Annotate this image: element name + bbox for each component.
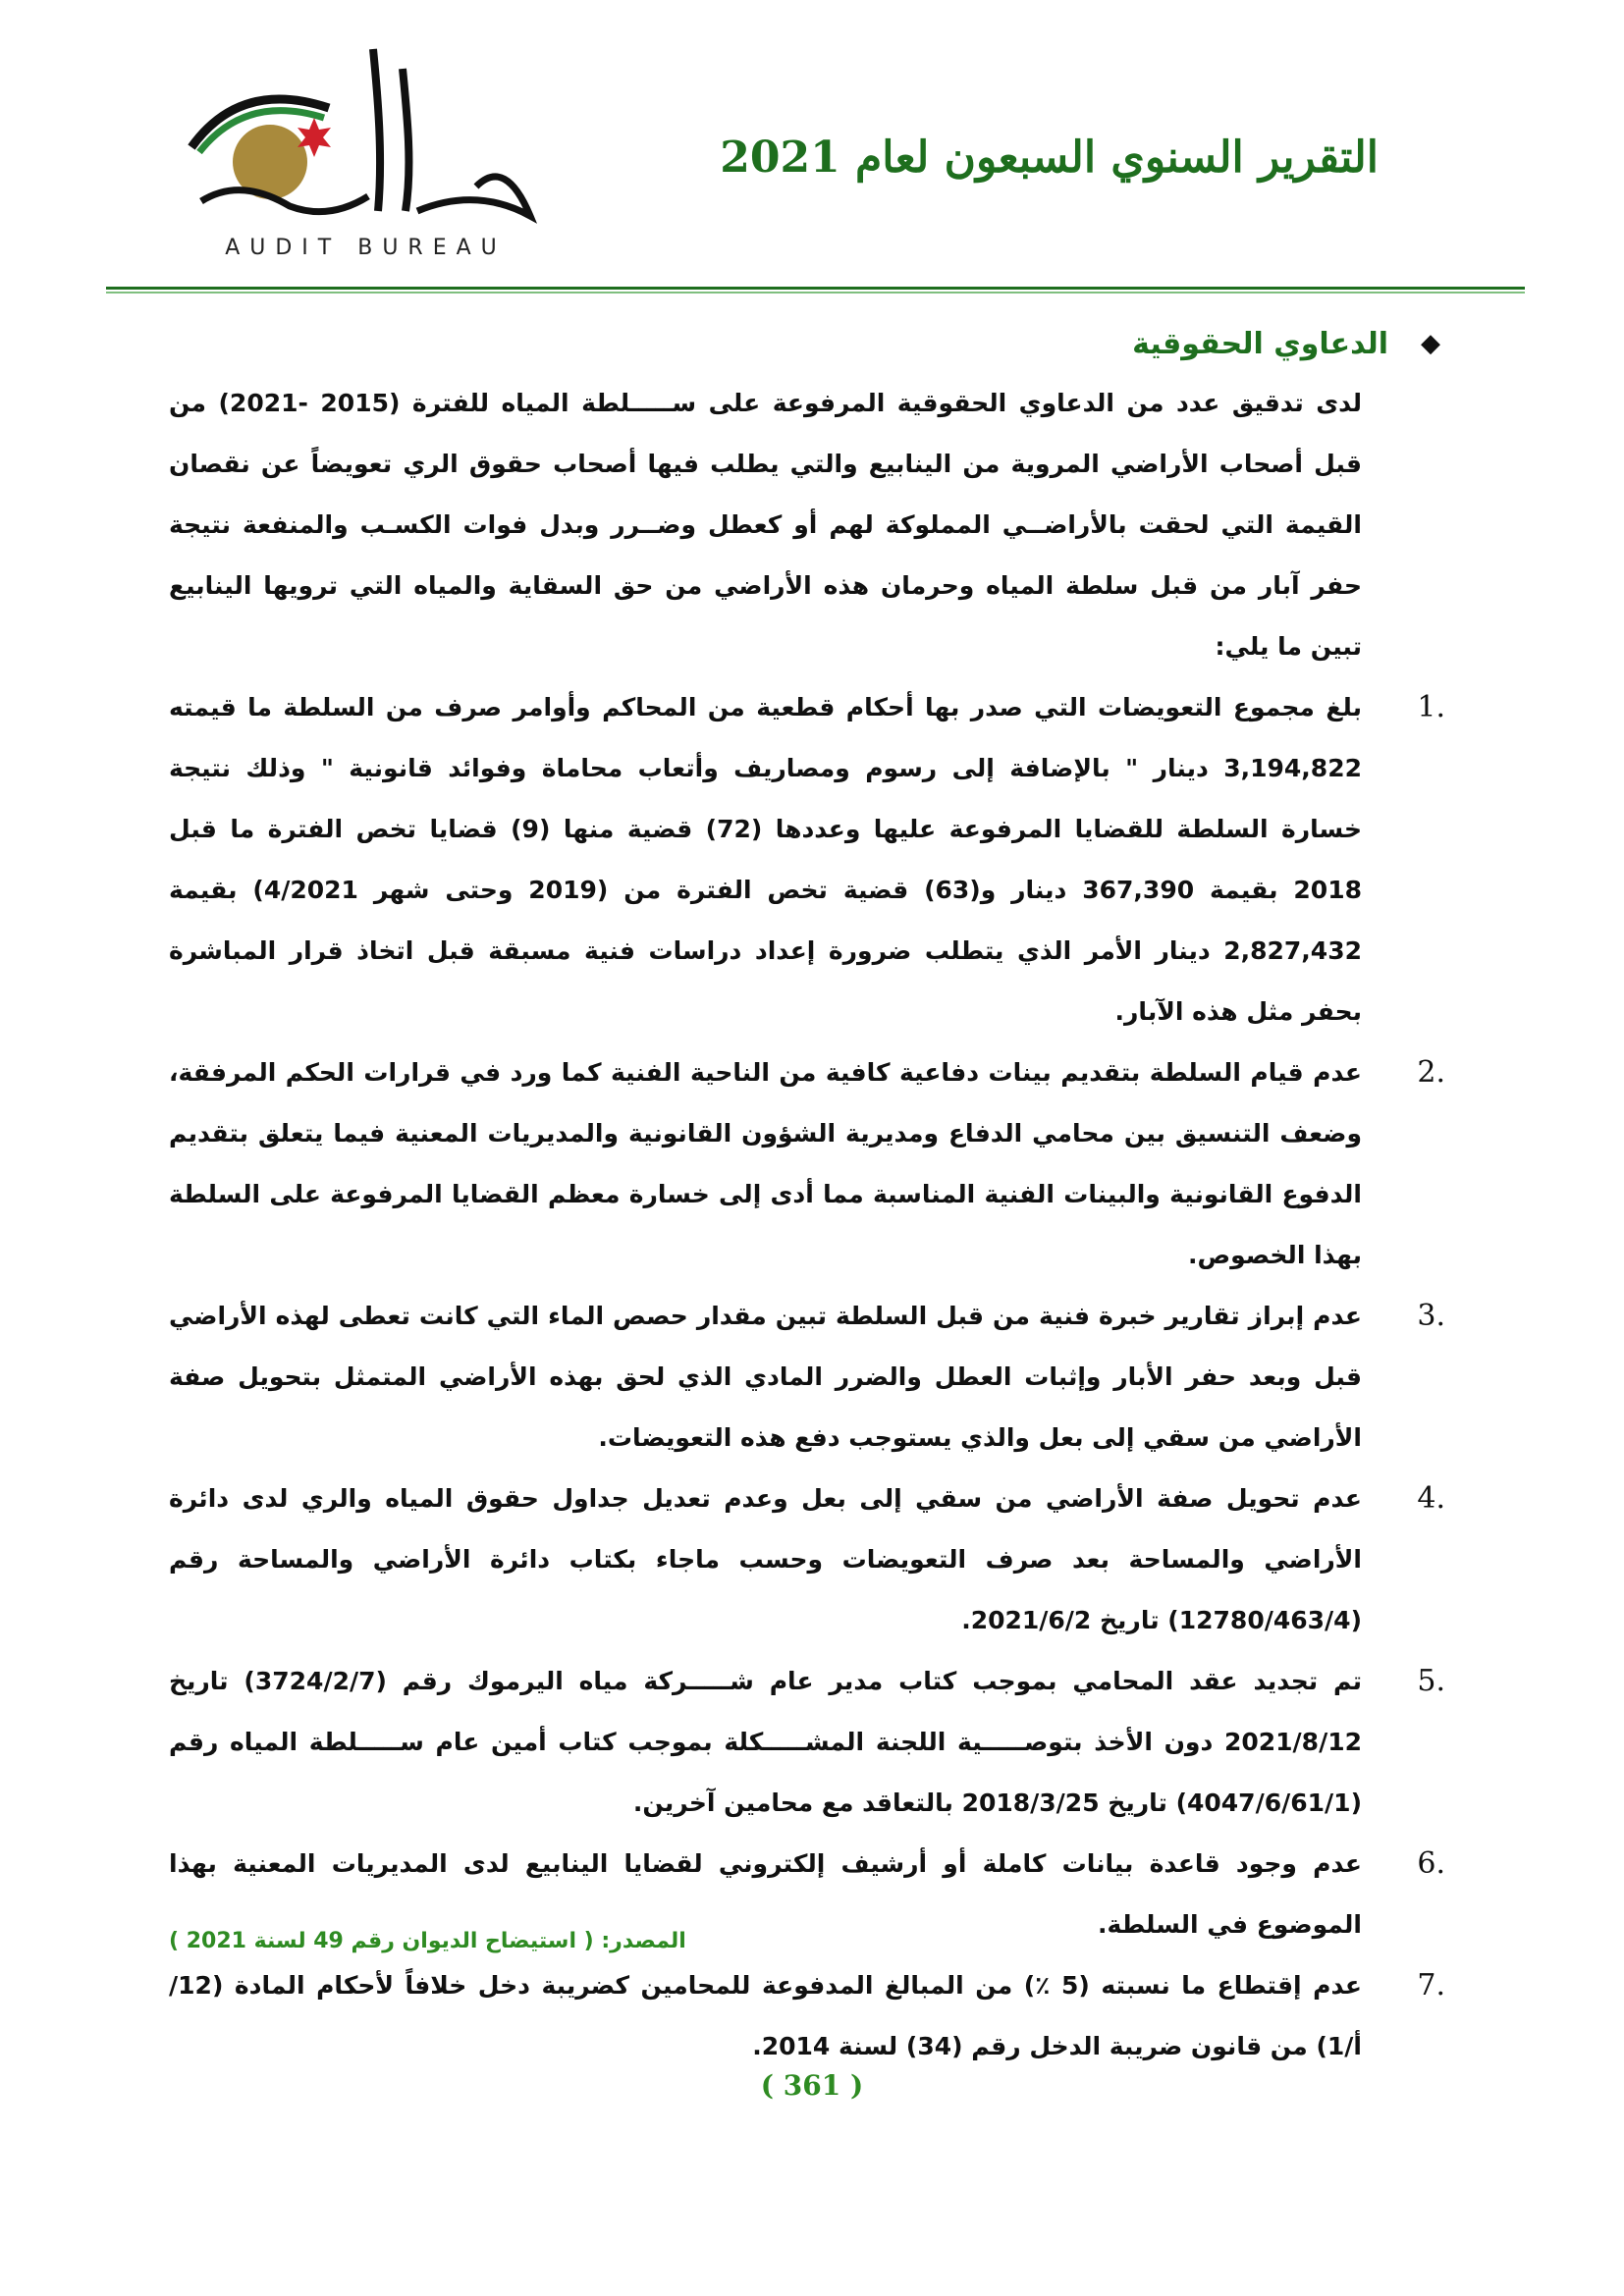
item-text: بلغ مجموع التعويضات التي صدر بها أحكام قطعية من المحاكم وأوامر صرف من السلطة ما قيمته 3,194,822 دينار " بالإضافة إلى رسوم ومصاريف وأتعاب محاماة وفوائد قانونية " وذلك نتيجة خسارة السلطة للقضايا المرفوعة عليها وعددها (72) قضية منها (9) قضايا تخص الفترة ما قبل 2018 بقيمة 367,390 دينار و(63) قضية تخص الفترة من (2019 وحتى شهر 4/2021) بقيمة 2,827,432 دينار الأمر الذي يتطلب ضرورة إعداد دراسات فنية مسبقة قبل اتخاذ قرار المباشرة بحفر مثل هذه الآبار. (169, 693, 1362, 1026)
list-item (169, 1042, 1445, 1286)
section-heading (169, 314, 1445, 373)
item-number: 1. (1417, 690, 1445, 724)
item-text: عدم قيام السلطة بتقديم بينات دفاعية كافية من الناحية الفنية كما ورد في قرارات الحكم المرفقة، وضعف التنسيق بين محامي الدفاع ومديرية الشؤون القانونية والمديريات المعنية فيما يتعلق بتقديم الدفوع القانونية والبينات الفنية المناسبة مما أدى إلى خسارة معظم القضايا المرفوعة على السلطة بهذا الخصوص. (169, 1058, 1362, 1269)
item-number: 2. (1417, 1055, 1445, 1090)
item-number: 4. (1417, 1481, 1445, 1516)
item-text: عدم تحويل صفة الأراضي من سقي إلى بعل وعدم تعديل جداول حقوق المياه والري لدى دائرة الأراضي والمساحة بعد صرف التعويضات وحسب ماجاء بكتاب دائرة الأراضي والمساحة رقم (12780/463/4) تاريخ 2021/6/2. (169, 1484, 1362, 1634)
audit-bureau-logo (182, 39, 550, 260)
section-heading-text: الدعاوي الحقوقية (1132, 326, 1388, 361)
page-number: ( 361 ) (760, 2069, 864, 2102)
list-item (169, 1955, 1445, 2077)
list-item (169, 1651, 1445, 1834)
diamond-icon: ◆ (1421, 329, 1440, 358)
main-content (169, 314, 1445, 2077)
list-item (169, 1468, 1445, 1651)
item-text: عدم إقتطاع ما نسبته (5 ٪) من المبالغ المدفوعة للمحامين كضريبة دخل خلافاً لأحكام المادة (12/أ/1) من قانون ضريبة الدخل رقم (34) لسنة 2014. (169, 1971, 1363, 2060)
item-number: 3. (1417, 1299, 1445, 1333)
item-number: 7. (1417, 1968, 1445, 2002)
list-item (169, 1286, 1445, 1468)
logo-emblem-icon (182, 39, 550, 226)
header-divider-light (106, 292, 1525, 294)
item-number: 6. (1417, 1846, 1445, 1881)
header-divider (106, 287, 1525, 290)
report-title: التقرير السنوي السبعون لعام 2021 (720, 133, 1379, 183)
item-text: عدم وجود قاعدة بيانات كاملة أو أرشيف إلكتروني لقضايا الينابيع لدى المديريات المعنية بهذا الموضوع في السلطة. (169, 1849, 1362, 1939)
source-note: المصدر: ( استيضاح الديوان رقم 49 لسنة 2021 ) (169, 1929, 686, 1953)
list-item (169, 677, 1445, 1042)
logo-english-text: AUDIT BUREAU (225, 236, 507, 260)
item-text: عدم إبراز تقارير خبرة فنية من قبل السلطة تبين مقدار حصص الماء التي كانت تعطى لهذه الأراضي قبل وبعد حفر الأبار وإثبات العطل والضرر المادي الذي لحق بهذه الأراضي المتمثل بتحويل صفة الأراضي من سقي إلى بعل والذي يستوجب دفع هذه التعويضات. (169, 1302, 1362, 1452)
item-number: 5. (1417, 1664, 1445, 1698)
intro-paragraph: لدى تدقيق عدد من الدعاوي الحقوقية المرفوعة على ســـــلطة المياه للفترة (2015 -2021) من قبل أصحاب الأراضي المروية من الينابيع والتي يطلب فيها أصحاب حقوق الري تعويضاً عن نقصان القيمة التي لحقت بالأراضــي المملوكة لهم أو كعطل وضــرر وبدل فوات الكسـب والمنفعة نتيجة حفر آبار من قبل سلطة المياه وحرمان هذه الأراضي من حق السقاية والمياه التي ترويها الينابيع تبين ما يلي: (169, 389, 1363, 661)
item-text: تم تجديد عقد المحامي بموجب كتاب مدير عام شـــــركة مياه اليرموك رقم (3724/2/7) تاريخ 2021/8/12 دون الأخذ بتوصـــــية اللجنة المشـــــكلة بموجب كتاب أمين عام ســـــلطة المياه رقم (4047/6/61/1) تاريخ 2018/3/25 بالتعاقد مع محامين آخرين. (169, 1667, 1362, 1817)
